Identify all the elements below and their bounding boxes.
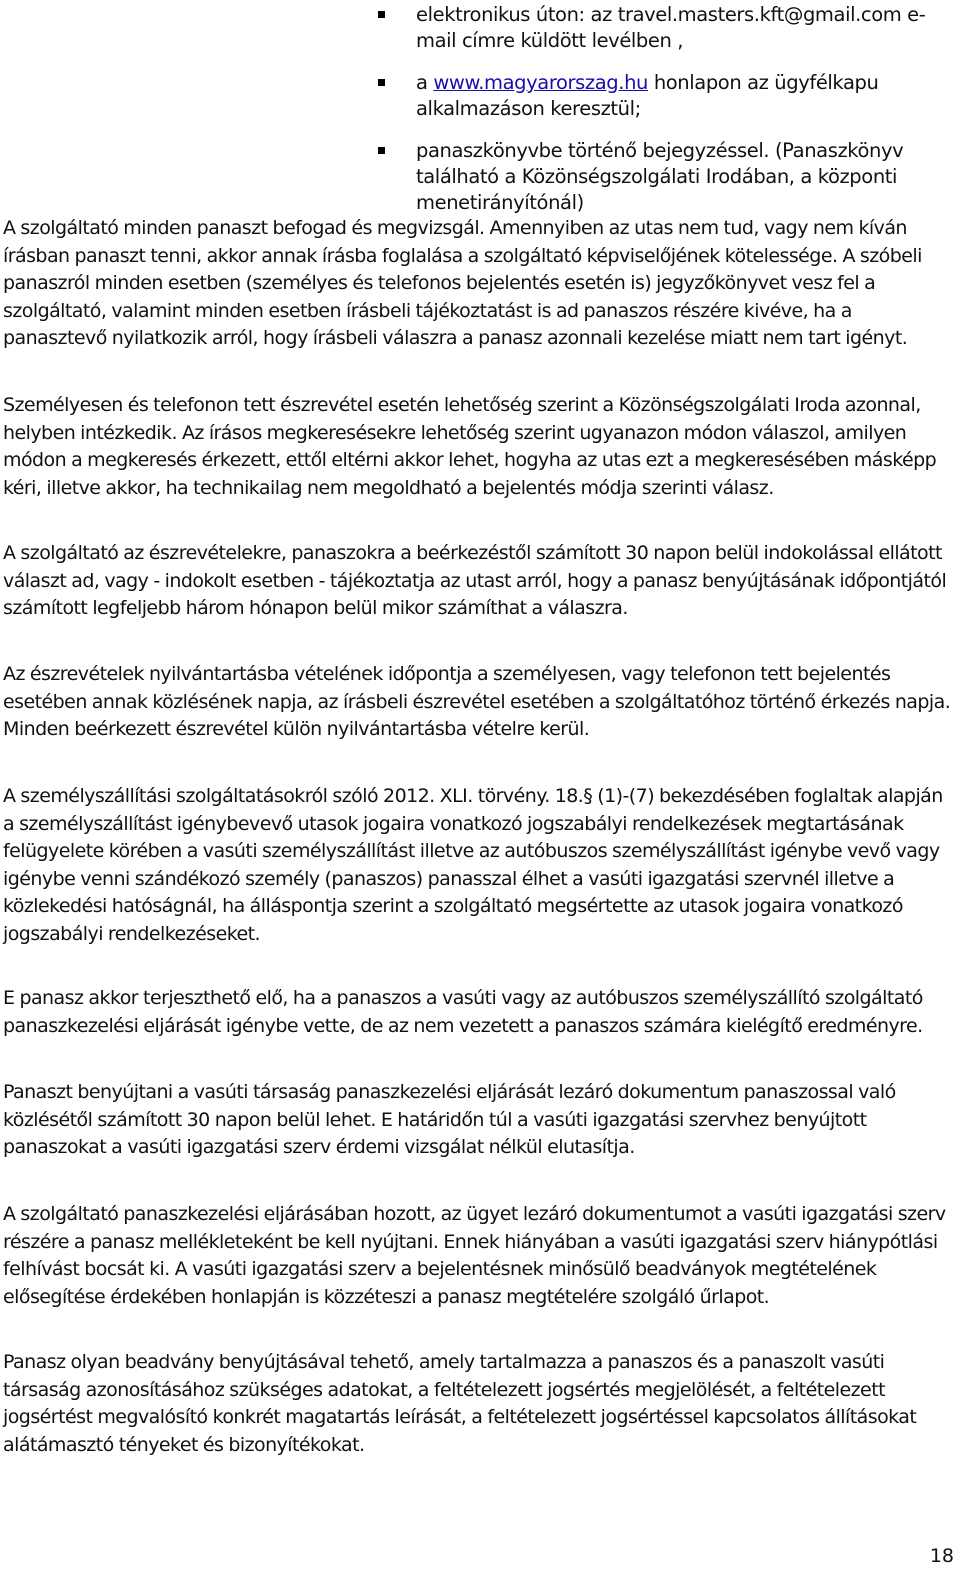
paragraph-customer-service: Személyesen és telefonon tett észrevétel esetén lehetőség szerint a Közönségszolgálati Iroda azonnal, helyben intézkedik. Az írásos megkeresésekre lehetőség szerint ugyanazon módon válaszol, amilyen módon a megkeresés érkezett, ettől eltérni akkor lehet, hogyha az utas ezt a megkeresésében másképp kéri, illetve akkor, ha technikailag nem megoldható a bejelentés módja szerinti válasz. (3, 394, 937, 499)
page-number: 18 (929, 1545, 954, 1567)
list-item (378, 70, 953, 122)
square-bullet-icon (378, 147, 385, 154)
magyarorszag-link[interactable]: www.magyarorszag.hu (433, 71, 649, 94)
list-item (378, 2, 953, 54)
complaint-channels-list (378, 2, 953, 232)
list-item-suffix: honlapon az ügyfélkapu alkalmazáson keresztül; (416, 71, 879, 120)
list-item-text: elektronikus úton: az travel.masters.kft@gmail.com e-mail címre küldött levélben , (416, 3, 926, 52)
paragraph-closing-document: A szolgáltató panaszkezelési eljárásában hozott, az ügyet lezáró dokumentumot a vasúti igazgatási szerv részére a panasz mellékleteként be kell nyújtani. Ennek hiányában a vasúti igazgatási szerv hiánypótlási felhívást bocsát ki. A vasúti igazgatási szerv a bejelentésnek minősülő beadványok megtételének elősegítése érdekében honlapján is közzéteszi a panasz megtételére szolgáló űrlapot. (3, 1203, 946, 1308)
paragraph-legal-basis: A személyszállítási szolgáltatásokról szóló 2012. XLI. törvény. 18.§ (1)-(7) bekezdésében foglaltak alapján a személyszállítást igénybevevő utasok jogaira vonatkozó jogszabályi rendelkezések megtartásának felügyelete körében a vasúti személyszállítást illetve az autóbuszos személyszállítást igénybe vevő vagy igénybe venni szándékozó személy (panaszos) panasszal élhet a vasúti igazgatási szervnél illetve a közlekedési hatóságnál, ha álláspontja szerint a szolgáltató megsértette az utasok jogaira vonatkozó jogszabályi rendelkezéseket. (3, 785, 943, 945)
square-bullet-icon (378, 11, 385, 18)
list-item-text: panaszkönyvbe történő bejegyzéssel. (Panaszkönyv található a Közönségszolgálati Irodában, a központi menetirányítónál) (416, 139, 904, 214)
paragraph-complaint-condition: E panasz akkor terjeszthető elő, ha a panaszos a vasúti vagy az autóbuszos személyszállító szolgáltató panaszkezelési eljárását igénybe vette, de az nem vezetett a panaszos számára kielégítő eredményre. (3, 987, 923, 1037)
list-item-prefix: a (416, 71, 434, 94)
paragraph-submission-deadline: Panaszt benyújtani a vasúti társaság panaszkezelési eljárását lezáró dokumentum panaszossal való közlésétől számított 30 napon belül lehet. E határidőn túl a vasúti igazgatási szervhez benyújtott panaszokat a vasúti igazgatási szerv érdemi vizsgálat nélkül elutasítja. (3, 1081, 896, 1158)
paragraph-complaint-contents: Panasz olyan beadvány benyújtásával tehető, amely tartalmazza a panaszos és a panaszolt vasúti társaság azonosításához szükséges adatokat, a feltételezett jogsértés megjelölését, a feltételezett jogsértést megvalósító konkrét magatartás leírását, a feltételezett jogsértéssel kapcsolatos állításokat alátámasztó tényeket és bizonyítékokat. (3, 1351, 917, 1456)
square-bullet-icon (378, 79, 385, 86)
list-item (378, 138, 953, 216)
paragraph-complaint-acceptance: A szolgáltató minden panaszt befogad és megvizsgál. Amennyiben az utas nem tud, vagy nem kíván írásban panaszt tenni, akkor annak írásba foglalása a szolgáltató képviselőjének kötelessége. A szóbeli panaszról minden esetben (személyes és telefonos bejelentés esetén is) jegyzőkönyvet vesz fel a szolgáltató, valamint minden esetben írásbeli tájékoztatást is ad panaszos részére kivéve, ha a panasztevő nyilatkozik arról, hogy írásbeli válaszra a panasz azonnali kezelése miatt nem tart igényt. (3, 217, 922, 349)
paragraph-registration-date: Az észrevételek nyilvántartásba vételének időpontja a személyesen, vagy telefonon tett bejelentés esetében annak közlésének napja, az írásbeli észrevétel esetében a szolgáltatóhoz történő érkezés napja. Minden beérkezett észrevétel külön nyilvántartásba vételre kerül. (3, 663, 951, 740)
paragraph-response-deadline: A szolgáltató az észrevételekre, panaszokra a beérkezéstől számított 30 napon belül indokolással ellátott választ ad, vagy - indokolt esetben - tájékoztatja az utast arról, hogy a panasz benyújtásának időpontjától számított legfeljebb három hónapon belül mikor számíthat a válaszra. (3, 542, 947, 619)
